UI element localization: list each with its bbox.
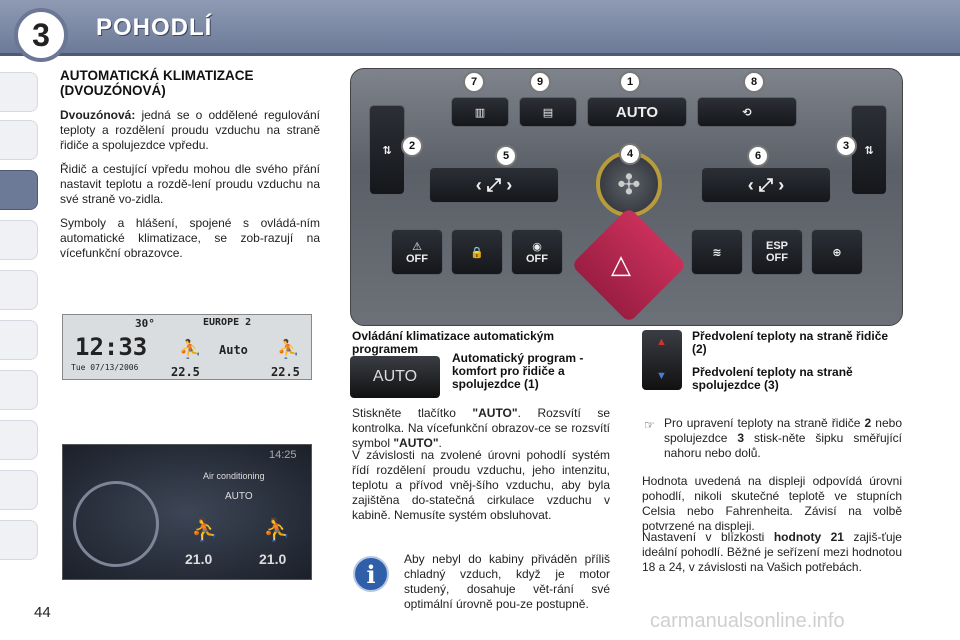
intro-paragraph — [60, 108, 320, 153]
alarm-off-button[interactable] — [511, 229, 563, 275]
left-temp: 21.0 — [185, 551, 213, 567]
text: Stiskněte tlačítko — [352, 406, 473, 420]
auto-button[interactable]: AUTO — [587, 97, 687, 127]
ref-number: 3 — [737, 431, 745, 445]
analog-clock — [73, 481, 159, 567]
chapter-tab[interactable] — [0, 270, 38, 310]
chapter-tab[interactable] — [0, 320, 38, 360]
climate-mode: Auto — [219, 343, 248, 357]
passenger-temp-buttons[interactable]: ⇅ — [851, 105, 887, 195]
text: nebo spolujezdce — [664, 416, 903, 445]
esp-off-label: OFF — [766, 252, 788, 264]
chapter-tab[interactable] — [0, 370, 38, 410]
lock-button[interactable]: 🔒 — [451, 229, 503, 275]
front-defrost-button[interactable]: ▤ — [519, 97, 577, 127]
alarm-off-label: OFF — [526, 252, 548, 265]
rear-defrost-button[interactable]: ▥ — [451, 97, 509, 127]
chapter-tab[interactable] — [0, 220, 38, 260]
passenger-airflow-button[interactable]: ‹ ⤢ › — [701, 167, 831, 203]
chapter-tab[interactable] — [0, 120, 38, 160]
right-temp: 21.0 — [259, 551, 287, 567]
paragraph: V závislosti na zvolené úrovni pohodlí systém řídí rozdělení proudu vzduchu, jeho intenzitu, teplotu a přívod vněj-šího vzduchu, aby byla zajištěna do-statečná cirkulace vzduchu v kabině. Nemusíte systém obsluhovat. — [352, 448, 610, 522]
callout-2: 2 — [401, 135, 423, 157]
paragraph: Hodnota uvedená na displeji odpovídá úrovni pohodlí, nikoli skutečné teplotě ve stupních Celsia nebo Fahrenheita. Závisí na volbě potvrzené na displeji. — [642, 474, 902, 533]
recirculation-button[interactable]: ⟲ — [697, 97, 797, 127]
intro-term: Dvouzónová: — [60, 108, 136, 122]
child-lock-button[interactable]: ⊕ — [811, 229, 863, 275]
callout-6: 6 — [747, 145, 769, 167]
chapter-number: 3 — [14, 8, 68, 62]
intro-text: jedná se o oddělené regulování teploty a rozdělení proudu vzduchu na straně řidiče a spolujezdce vpředu. — [60, 108, 320, 152]
right-heading-driver: Předvolení teploty na straně řidiče (2) — [692, 329, 889, 356]
text: zajiš-ťuje ideální pohodlí. Běžné je seřízení mezi hodnotou 18 a 24, v závislosti na Vašich potřebách. — [642, 530, 902, 574]
callout-8: 8 — [743, 71, 765, 93]
text: stisk-něte šipku směřující nahoru nebo dolů. — [664, 431, 902, 460]
arrow-up-icon: ▲ — [656, 336, 667, 348]
fog-icon: ⚠ — [412, 240, 422, 253]
chapter-tabs — [0, 72, 40, 592]
right-heading-passenger: Předvolení teploty na straně spolujezdce (3) — [692, 365, 853, 392]
symbol-name: "AUTO" — [393, 436, 439, 450]
chapter-title: POHODLÍ — [96, 14, 213, 41]
right-temp: 22.5 — [271, 365, 300, 379]
callout-1: 1 — [619, 71, 641, 93]
paragraph — [642, 530, 902, 575]
alarm-icon: ◉ — [532, 240, 542, 253]
value-emphasis: hodnoty 21 — [773, 530, 844, 544]
auto-button-thumbnail: AUTO — [350, 356, 440, 398]
multifunction-display-a — [62, 314, 312, 380]
seat-left-icon: ⛹ — [179, 339, 202, 360]
info-note: Aby nebyl do kabiny přiváděn příliš chladný vzduch, když je motor studený, dosahuje vět-rání své optimální úrovně pou-ze postupně. — [404, 552, 610, 611]
chapter-tab[interactable] — [0, 470, 38, 510]
chapter-tab[interactable] — [0, 520, 38, 560]
callout-4: 4 — [619, 143, 641, 165]
callout-7: 7 — [463, 71, 485, 93]
left-temp: 22.5 — [171, 365, 200, 379]
page-number: 44 — [34, 604, 51, 621]
arrow-down-icon: ▼ — [656, 370, 667, 382]
climate-control-panel — [350, 68, 903, 326]
callout-5: 5 — [495, 145, 517, 167]
text: . — [438, 436, 442, 450]
pointing-hand-icon: ☞ — [644, 418, 655, 432]
driver-temp-buttons[interactable]: ⇅ — [369, 105, 405, 195]
seat-right-icon: ⛹ — [263, 517, 291, 542]
paragraph — [352, 406, 610, 451]
driver-airflow-button[interactable]: ‹ ⤢ › — [429, 167, 559, 203]
fan-speed-control[interactable]: ✣ — [596, 151, 662, 217]
ref-number: 2 — [864, 416, 872, 430]
text: Pro upravení teploty na straně řidiče — [664, 416, 865, 430]
seat-right-icon: ⛹ — [277, 339, 300, 360]
esp-label: ESP — [765, 240, 788, 252]
paragraph: Řidič a cestující vpředu mohou dle svého přání nastavit teplotu a rozdě-lení proudu vzduchu na své straně vo-zidla. — [60, 162, 320, 206]
date: Tue 07/13/2006 — [71, 363, 139, 372]
text: Nastavení v blízkosti — [642, 530, 774, 544]
chapter-tab[interactable] — [0, 420, 38, 460]
info-icon: i — [353, 556, 389, 592]
outside-temp: 30° — [135, 317, 155, 330]
callout-3: 3 — [835, 135, 857, 157]
page-header — [0, 0, 960, 56]
callout-9: 9 — [529, 71, 551, 93]
multifunction-display-b — [62, 444, 312, 580]
bullet-paragraph — [664, 416, 902, 461]
climate-mode: AUTO — [225, 491, 253, 502]
fog-off-label: OFF — [406, 252, 428, 265]
paragraph: Symboly a hlášení, spojené s ovládá-ním automatické klimatizace, se zob-razují na vícefunkční obrazovce. — [60, 216, 320, 260]
display-title: Air conditioning — [203, 471, 265, 481]
seat-heat-button[interactable]: ≋ — [691, 229, 743, 275]
hazard-icon: △ — [611, 249, 631, 279]
watermark: carmanualsonline.info — [650, 610, 845, 632]
fog-off-button[interactable] — [391, 229, 443, 275]
chapter-tab-active[interactable] — [0, 170, 38, 210]
text: . Rozsvítí se kontrolka. Na vícefunkční obrazov-ce se rozsvítí symbol — [352, 406, 610, 450]
clock-time: 14:25 — [269, 449, 297, 461]
clock-time: 12:33 — [75, 333, 148, 361]
section-heading: AUTOMATICKÁ KLIMATIZACE (DVOUZÓNOVÁ) — [60, 68, 254, 98]
radio-station: EUROPE 2 — [203, 317, 252, 328]
seat-left-icon: ⛹ — [191, 517, 219, 542]
chapter-tab[interactable] — [0, 72, 38, 112]
section-heading: Ovládání klimatizace automatickým programem — [352, 329, 555, 356]
sub-heading: Automatický program - komfort pro řidiče a spolujezdce (1) — [452, 351, 584, 391]
temp-arrows-thumbnail — [642, 330, 682, 390]
button-name: "AUTO" — [472, 406, 518, 420]
esp-off-button[interactable] — [751, 229, 803, 275]
